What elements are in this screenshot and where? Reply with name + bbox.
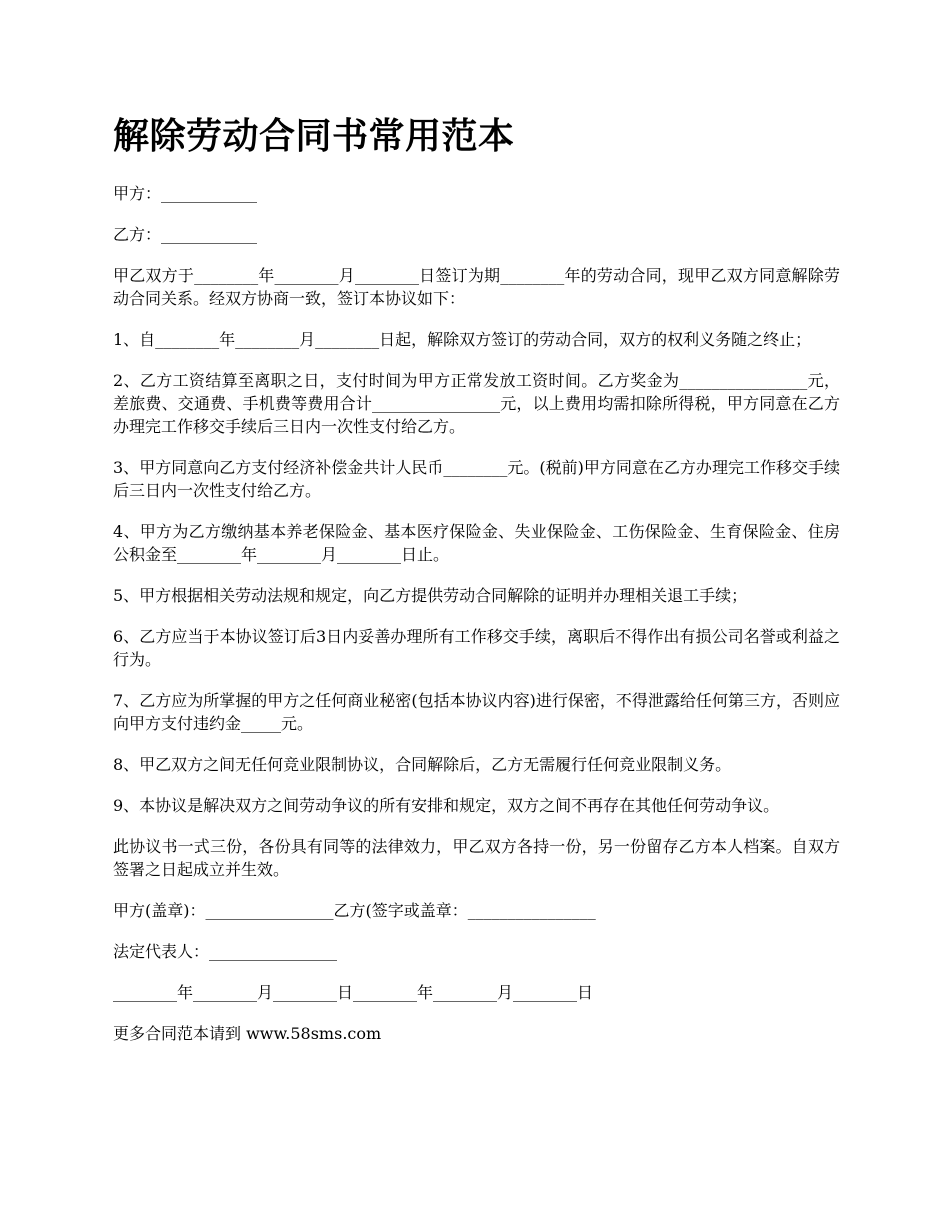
footer-link-text: 更多合同范本请到 www.58sms.com [113, 1024, 382, 1043]
legal-representative-line: 法定代表人：________________ [113, 942, 338, 961]
clause-8: 8、甲乙双方之间无任何竞业限制协议，合同解除后，乙方无需履行任何竞业限制义务。 [113, 755, 732, 774]
clause-6: 6、乙方应当于本协议签订后3日内妥善办理所有工作移交手续，离职后不得作出有损公司名誉或利益之行为。 [113, 627, 840, 669]
copies-paragraph: 此协议书一式三份，各份具有同等的法律效力，甲乙双方各持一份，另一份留存乙方本人档案。自双方签署之日起成立并生效。 [113, 837, 840, 879]
party-b-line: 乙方：____________ [113, 225, 258, 244]
clause-3: 3、甲方同意向乙方支付经济补偿金共计人民币________元。(税前)甲方同意在乙方办理完工作移交手续后三日内一次性支付给乙方。 [113, 458, 840, 500]
document-title: 解除劳动合同书常用范本 [113, 115, 515, 157]
signature-line: 甲方(盖章)：________________乙方(签字或盖章：________________ [113, 901, 596, 920]
contract-document [113, 112, 840, 1045]
clause-7: 7、乙方应为所掌握的甲方之任何商业秘密(包括本协议内容)进行保密，不得泄露给任何第三方，否则应向甲方支付违约金_____元。 [113, 691, 840, 733]
clause-1: 1、自________年________月________日起，解除双方签订的劳动合同，双方的权利义务随之终止； [113, 330, 812, 349]
preamble-paragraph: 甲乙双方于________年________月________日签订为期________年的劳动合同，现甲乙双方同意解除劳动合同关系。经双方协商一致，签订本协议如下： [113, 266, 840, 308]
clause-5: 5、甲方根据相关劳动法规和规定，向乙方提供劳动合同解除的证明并办理相关退工手续； [113, 586, 748, 605]
date-line: ________年________月________日________年________月________日 [113, 983, 594, 1002]
clause-9: 9、本协议是解决双方之间劳动争议的所有安排和规定，双方之间不再存在其他任何劳动争议。 [113, 796, 780, 815]
clause-2: 2、乙方工资结算至离职之日，支付时间为甲方正常发放工资时间。乙方奖金为________________元，差旅费、交通费、手机费等费用合计________________元，以上费用均需扣除所得税，甲方同意在乙方办理完工作移交手续后三日内一次性支付给乙方。 [113, 371, 840, 436]
party-a-line: 甲方：____________ [113, 184, 258, 203]
clause-4: 4、甲方为乙方缴纳基本养老保险金、基本医疗保险金、失业保险金、工伤保险金、生育保险金、住房公积金至________年________月________日止。 [113, 522, 840, 564]
